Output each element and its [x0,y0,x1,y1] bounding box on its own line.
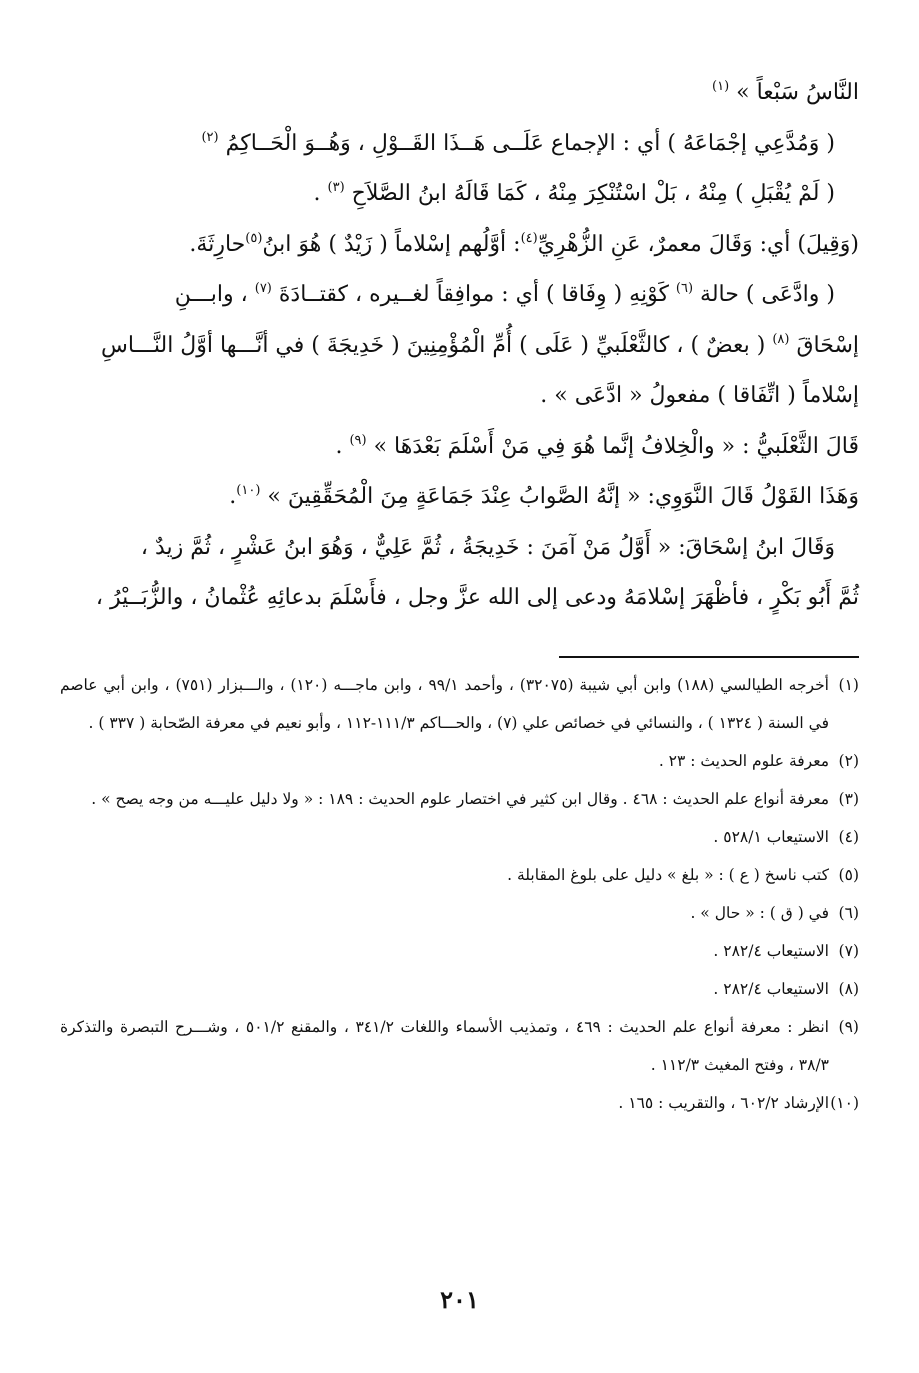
page-number: ٢٠١ [440,1285,479,1314]
text-segment: إسْحَاقَ [789,332,859,358]
footnote-ref: (١٠) [236,483,261,498]
footnote [60,856,859,894]
text-segment: النَّاسُ سَبْعاً » [729,80,859,105]
text-line [60,68,859,119]
footnote [60,894,859,932]
footnotes-list [60,666,859,1122]
text-line [60,270,859,321]
footnote-number: (١) [838,675,859,694]
footnote-number: (٦) [838,903,859,922]
footnote-ref: (٢) [201,129,219,145]
footnote-text: كتب ناسخ ( ع ) : « بلغ » دليل على بلوغ المقابلة . [507,865,829,884]
footnote-text: أخرجه الطيالسي (١٨٨) وابن أبي شيبة (٣٢٠٧٥) ، وأحمد ٩٩/١ ، وابن ماجـــه (١٢٠) ، والـــبزار (٧٥١) ، وابن أبي عاصم في السنة ( ١٣٢٤ ) ، والنسائي في خصائص علي (٧) ، والحـــاكم ١١١/٣-١١٢ ، وأبو نعيم في معرفة الصّحابة ( ٣٣٧ ) . [60,675,829,732]
footnote-number: (٩) [838,1017,859,1036]
text-segment: ( وادَّعَى ) حالة [693,282,835,307]
footnote-ref: (٣) [327,180,345,195]
footnote [60,1008,859,1084]
footnote-ref: (١) [712,79,730,94]
footnote [60,742,859,780]
text-line [60,573,859,624]
text-segment: : أوَّلُهم إسْلاماً ( زَيْدٌ ) هُوَ ابنُ [262,231,521,257]
text-line [60,119,859,170]
text-segment: ( لَمْ يُقْبَلِ ) مِنْهُ ، بَلْ اسْتُنْكِرَ مِنْهُ ، كَمَا قَالَهُ ابنُ الصَّلاَحِ [344,181,835,206]
text-segment: (وَقِيلَ) أي: وَقَالَ معمرٌ، عَنِ الزُّهْرِيِّ [537,231,859,257]
footnote-number: (٣) [838,789,859,808]
footnote [60,1084,859,1122]
footnote [60,970,859,1008]
text-segment: ( وَمُدَّعِي إجْمَاعَهُ ) أي : الإجماع عَلَــى هَــذَا القَــوْلِ ، وَهُــوَ الْحَــاكِمُ [218,130,835,156]
footnote-number: (٤) [838,827,859,846]
text-segment: . [229,484,237,509]
text-line [60,523,859,574]
footnote-number: (٧) [838,941,859,960]
footnote-ref: (٤) [520,230,538,246]
main-text [60,68,859,624]
book-page [60,68,859,1373]
footnote-text: انظر : معرفة أنواع علم الحديث : ٤٦٩ ، وتمذيب الأسماء واللغات ٣٤١/٢ ، والمقنع ٥٠١/٢ ، وشـــرح التبصرة والتذكرة ٣٨/٣ ، وفتح المغيث ١١٢/٣ . [60,1017,829,1074]
footnote-text: الاستيعاب ٢٨٢/٤ . [713,941,829,960]
text-segment: . [335,433,343,459]
footnote-text: الاستيعاب ٥٢٨/١ . [713,827,829,846]
footnote [60,666,859,742]
footnote-ref: (٩) [349,432,367,448]
footnote-number: (٥) [838,865,859,884]
footnote-number: (٨) [838,979,859,998]
footnote [60,818,859,856]
text-segment: قَالَ الثَّعْلَبيُّ : « والْخِلافُ إنَّما هُوَ فِي مَنْ أَسْلَمَ بَعْدَهَا » [366,433,859,459]
footnote-text: الإرشاد ٦٠٢/٢ ، والتقريب : ١٦٥ . [618,1093,829,1112]
footnote-ref: (٦) [675,281,694,296]
text-segment: . [313,181,321,206]
footnote-ref: (٥) [245,230,263,246]
text-line [60,472,859,523]
footnote-ref: (٧) [254,281,272,296]
text-line [60,422,859,473]
text-segment: ثُمَّ أَبُو بَكْرٍ ، فأظْهَرَ إسْلامَهُ ودعى إلى الله عزَّ وجل ، فأَسْلَمَ بدعائِهِ عُثْمانُ ، والزُّبَــيْرُ ، [95,585,859,610]
text-segment: إسْلاماً ( اتِّفَاقا ) مفعولُ « ادَّعَى » . [540,383,859,408]
footnote-text: الاستيعاب ٢٨٢/٤ . [713,979,829,998]
footnote [60,780,859,818]
text-segment: وَهَذَا القَوْلُ قَالَ النَّوَوِي: « إنَّهُ الصَّوابُ عِنْدَ جَمَاعَةٍ مِنَ الْمُحَقِّقِينَ » [260,484,859,509]
text-segment: ، وابـــنِ [174,282,248,307]
footnote [60,932,859,970]
text-segment: كَوْنِهِ ( وِفَاقا ) أي : موافِقاً لغــيره ، كقتــادَةَ [271,282,669,307]
text-line [60,220,859,271]
text-segment: وَقَالَ ابنُ إسْحَاقَ: « أَوَّلُ مَنْ آمَنَ : خَدِيجَةُ ، ثُمَّ عَلِيٌّ ، وَهُوَ ابنُ عَشْرٍ ، ثُمَّ زيدٌ ، [140,534,835,560]
footnote-number: (٢) [838,751,859,770]
footnote-number: (١٠) [830,1093,859,1112]
text-line [60,371,859,422]
footnote-divider [559,656,859,658]
text-line [60,169,859,220]
text-segment: حارِثَةَ. [189,231,246,257]
text-line [60,321,859,372]
footnote-text: معرفة علوم الحديث : ٢٣ . [658,751,829,770]
footnote-text: معرفة أنواع علم الحديث : ٤٦٨ . وقال ابن كثير في اختصار علوم الحديث : ١٨٩ : « ولا دليل عليـــه من وجه يصح » . [91,789,829,808]
footnote-ref: (٨) [772,331,790,347]
footnote-text: في ( ق ) : « حال » . [690,903,829,922]
text-segment: ( بعضٌ ) ، كالثَّعْلَبيِّ ( عَلَى ) أُمِّ الْمُؤْمِنِينَ ( خَدِيجَةَ ) في أنَّـــها أوَّلُ النَّـــاسِ [100,332,766,358]
